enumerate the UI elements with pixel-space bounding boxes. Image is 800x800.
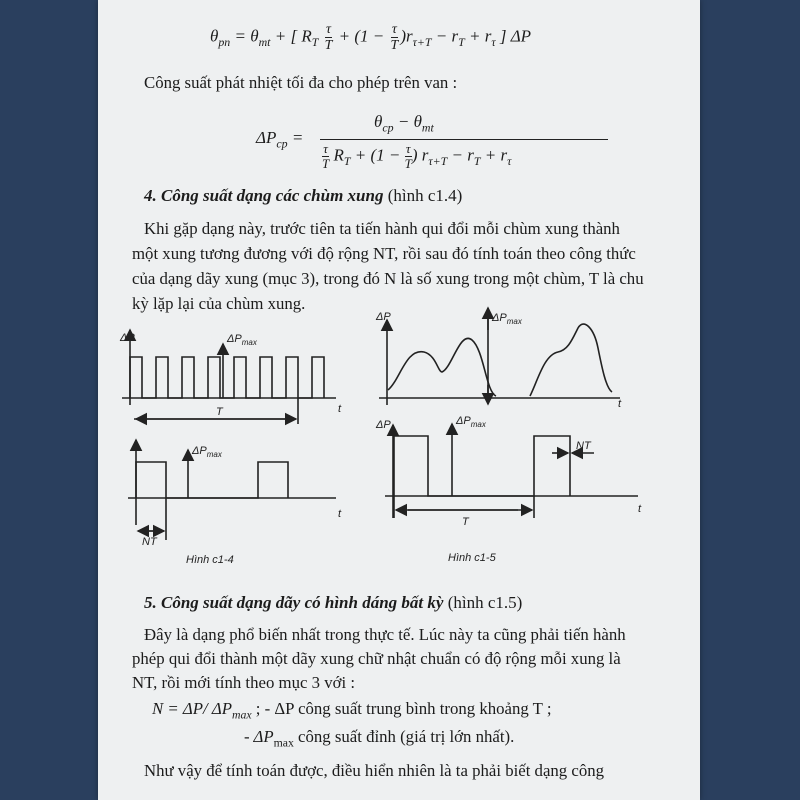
fig4b-dpmax-label: $\Delta P_{max}$ bbox=[192, 445, 222, 459]
max-power-text: Công suất phát nhiệt tối đa cho phép trên van : bbox=[144, 73, 458, 92]
fig-c1-5-equivalent-pulses bbox=[385, 424, 638, 518]
fig5b-dpmax-label: $\Delta P_{max}$ bbox=[456, 415, 486, 429]
fig5-T-label: T bbox=[462, 516, 469, 528]
figure-area bbox=[98, 0, 700, 590]
section-4-line-3: của dạng dãy xung (mục 3), trong đó N là số xung trong một chùm, T là chu bbox=[132, 269, 644, 288]
section-5-line-2: phép qui đổi thành một dãy xung chữ nhật chuẩn có độ rộng mỗi xung là bbox=[132, 649, 621, 668]
fig5b-dp-label: ΔP bbox=[376, 419, 391, 431]
section-5-line-1: Đây là dạng phổ biến nhất trong thực tế. Lúc này ta cũng phải tiến hành bbox=[144, 625, 626, 644]
fig4-dp-label: ΔP bbox=[120, 332, 135, 344]
fig4-T-label: T bbox=[216, 406, 223, 418]
fig4-t-label: t bbox=[338, 403, 342, 415]
fig5b-t-label: t bbox=[638, 503, 642, 515]
caption-c1-4: Hình c1-4 bbox=[186, 554, 234, 566]
section-5-def-2: - $\Delta P_{max}$ công suất đỉnh (giá trị lớn nhất). bbox=[244, 727, 515, 750]
section-4-line-2: một xung tương đương với độ rộng NT, rồi sau đó tính toán theo công thức bbox=[132, 244, 636, 263]
book-page: $\theta_{pn} = \theta_{mt}$ + [ $R_T$ $\frac{\tau}{T}$ + (1 − $\frac{\tau}{T}$ )$r_{\tau+T} - r_T + r_\tau$ ] ΔP Công suất phát nhiệt tối đa cho phép trên van : $\Delta P_{cp}$ = $\theta_{cp} - \theta_{mt}$ $\frac{\tau}{T}$ $R_T + (1$ − $\frac{\tau}{T}$ ) $r_{\tau+T} - r_T + r_\tau$ 4. Công suất dạng các chùm xung (hình c1.4) Khi gặp dạng này, trước tiên ta tiến hành qui đổi mỗi chùm xung thành một xung tương đương với độ rộng NT, rồi sau đó tính toán theo công thức của dạng dãy xung (mục 3), trong đó N là số xung trong một chùm, T là chu kỳ lặp lại của chùm xung. ΔP $\Delta P_{max}$ t T $\Delta P_{max}$ t NT ΔP $\Delta P_{max}$ t ΔP $\Delta P_{max}$ NT t T Hình c1-4 Hình c1-5 5. Công suất dạng dãy có hình dáng bất kỳ (hình c1.5) Đây là dạng phổ biến nhất trong thực tế. Lúc này ta cũng phải tiến hành phép qui đổi thành một dãy xung chữ nhật chuẩn có độ rộng mỗi xung là NT, rồi mới tính theo mục 3 với : N = ΔP/ $\Delta P_{max}$ ; - ΔP công suất trung bình trong khoảng T ; - $\Delta P_{max}$ công suất đỉnh (giá trị lớn nhất). Như vậy để tính toán được, điều hiển nhiên là ta phải biết dạng công bbox=[98, 0, 700, 800]
section-4-line-1: Khi gặp dạng này, trước tiên ta tiến hành qui đổi mỗi chùm xung thành bbox=[144, 219, 620, 238]
section-5-line-3: NT, rồi mới tính theo mục 3 với : bbox=[132, 673, 355, 692]
fig4-NT-label: NT bbox=[142, 536, 157, 548]
section-5-last-line: Như vậy để tính toán được, điều hiển nhiên là ta phải biết dạng công bbox=[144, 761, 604, 780]
section-5-def-1: N = ΔP/ $\Delta P_{max}$ ; - ΔP công suất trung bình trong khoảng T ; bbox=[152, 699, 552, 722]
fig5-dp-label: ΔP bbox=[376, 311, 391, 323]
fig4b-t-label: t bbox=[338, 508, 342, 520]
section-5-heading: 5. Công suất dạng dãy có hình dáng bất kỳ (hình c1.5) bbox=[144, 593, 523, 612]
section-4-heading: 4. Công suất dạng các chùm xung (hình c1.4) bbox=[144, 186, 463, 205]
formula-theta-pn: $\theta_{pn} = \theta_{mt}$ + [ $R_T$ $\frac{\tau}{T}$ + (1 − $\frac{\tau}{T}$ )$r_{\tau+T} - r_T + r_\tau$ ] ΔP bbox=[210, 22, 532, 53]
fig-c1-4-burst bbox=[128, 440, 336, 540]
caption-c1-5: Hình c1-5 bbox=[448, 552, 496, 564]
fig4-dpmax-label: $\Delta P_{max}$ bbox=[227, 333, 257, 347]
fig5-dpmax-label: $\Delta P_{max}$ bbox=[492, 312, 522, 326]
section-4-line-4: kỳ lặp lại của chùm xung. bbox=[132, 294, 306, 313]
fig5-t-label: t bbox=[618, 398, 622, 410]
fig5-NT-label: NT bbox=[576, 440, 591, 452]
